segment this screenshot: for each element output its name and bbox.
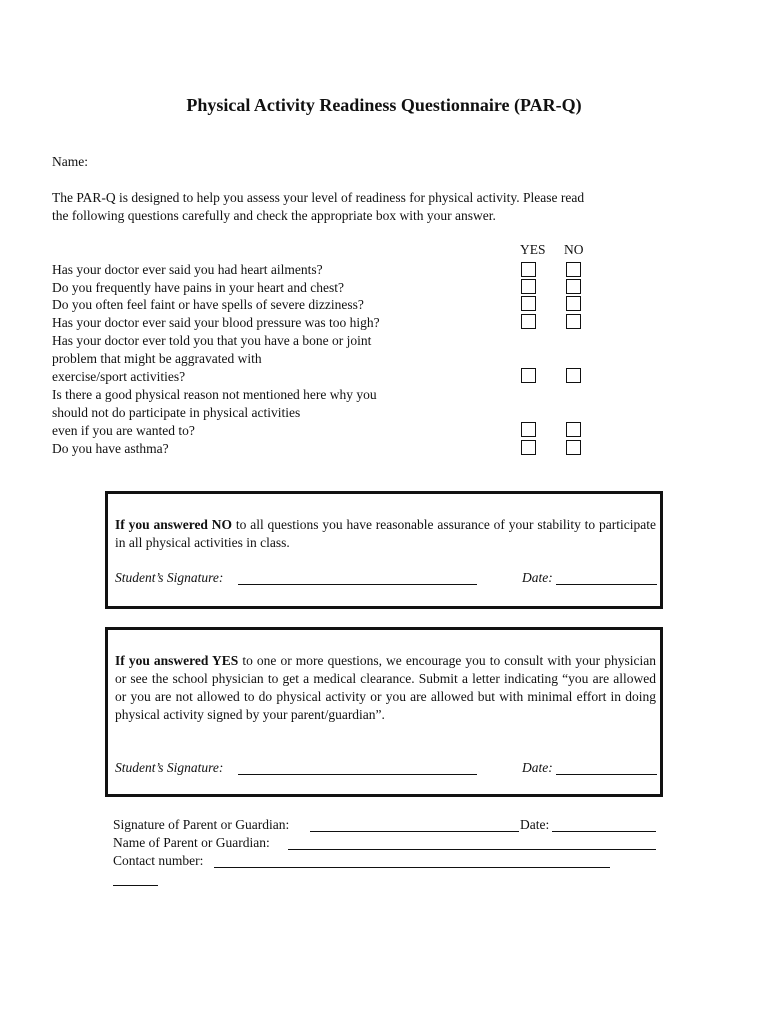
answered-yes-bold: If you answered YES <box>115 653 239 668</box>
yes-checkbox-q1[interactable] <box>521 262 536 277</box>
yes-checkbox-q5[interactable] <box>521 368 536 383</box>
question-bone-joint-line-2: problem that might be aggravated with <box>52 351 262 366</box>
answered-yes-date-label: Date: <box>522 760 553 775</box>
intro-line-2: the following questions carefully and check the appropriate box with your answer. <box>52 208 496 223</box>
answered-no-text: to all questions you have reasonable assurance of your stability to participate in all physical activities in class. <box>115 517 656 550</box>
intro-line-1: The PAR-Q is designed to help you assess your level of readiness for physical activity. Please read <box>52 190 585 205</box>
no-column-header: NO <box>564 242 584 257</box>
yes-checkbox-q7[interactable] <box>521 440 536 455</box>
answered-no-signature-label: Student’s Signature: <box>115 570 224 585</box>
question-bone-joint-line-1: Has your doctor ever told you that you have a bone or joint <box>52 333 372 348</box>
answered-no-signature-line[interactable] <box>238 571 477 585</box>
question-other-reason-line-2: should not do participate in physical activities <box>52 405 301 420</box>
no-checkbox-q3[interactable] <box>566 296 581 311</box>
answered-no-date-line[interactable] <box>556 571 657 585</box>
yes-checkbox-q3[interactable] <box>521 296 536 311</box>
contact-number-line-continued[interactable] <box>113 872 158 886</box>
yes-column-header: YES <box>520 242 546 257</box>
no-checkbox-q5[interactable] <box>566 368 581 383</box>
answered-yes-text: to one or more questions, we encourage you to consult with your physician or see the school physician to get a medical clearance. Submit a letter indicating “you are allowed or you are not allowed to do physical activity or you are allowed but with minimal effort in doing physical activity signed by your parent/guardian”. <box>115 653 656 722</box>
parent-name-line[interactable] <box>288 836 656 850</box>
answered-no-date-label: Date: <box>522 570 553 585</box>
question-blood-pressure: Has your doctor ever said your blood pressure was too high? <box>52 315 380 330</box>
no-checkbox-q7[interactable] <box>566 440 581 455</box>
yes-checkbox-q6[interactable] <box>521 422 536 437</box>
parent-name-label: Name of Parent or Guardian: <box>113 835 270 850</box>
answered-yes-paragraph <box>115 652 656 724</box>
question-dizziness: Do you often feel faint or have spells of severe dizziness? <box>52 297 364 312</box>
no-checkbox-q1[interactable] <box>566 262 581 277</box>
yes-checkbox-q2[interactable] <box>521 279 536 294</box>
footer-date-label: Date: <box>520 817 550 832</box>
yes-checkbox-q4[interactable] <box>521 314 536 329</box>
question-chest-pain: Do you frequently have pains in your heart and chest? <box>52 280 345 295</box>
answered-yes-date-line[interactable] <box>556 761 657 775</box>
parent-signature-label: Signature of Parent or Guardian: <box>113 817 290 832</box>
no-checkbox-q6[interactable] <box>566 422 581 437</box>
answered-yes-box <box>105 627 663 797</box>
answered-no-box <box>105 491 663 609</box>
question-other-reason-line-3: even if you are wanted to? <box>52 423 195 438</box>
question-asthma: Do you have asthma? <box>52 441 169 456</box>
answered-yes-signature-line[interactable] <box>238 761 477 775</box>
answered-no-paragraph <box>115 516 656 552</box>
footer-date-line[interactable] <box>552 818 656 832</box>
question-bone-joint-line-3: exercise/sport activities? <box>52 369 186 384</box>
answered-yes-signature-label: Student’s Signature: <box>115 760 224 775</box>
answered-no-bold: If you answered NO <box>115 517 233 532</box>
no-checkbox-q2[interactable] <box>566 279 581 294</box>
question-other-reason-line-1: Is there a good physical reason not mentioned here why you <box>52 387 377 402</box>
name-label: Name: <box>52 154 88 169</box>
no-checkbox-q4[interactable] <box>566 314 581 329</box>
page-title: Physical Activity Readiness Questionnaire (PAR-Q) <box>186 95 582 115</box>
contact-number-line[interactable] <box>214 854 610 868</box>
contact-number-label: Contact number: <box>113 853 204 868</box>
question-heart-ailments: Has your doctor ever said you had heart ailments? <box>52 262 323 277</box>
parent-signature-line[interactable] <box>310 818 519 832</box>
